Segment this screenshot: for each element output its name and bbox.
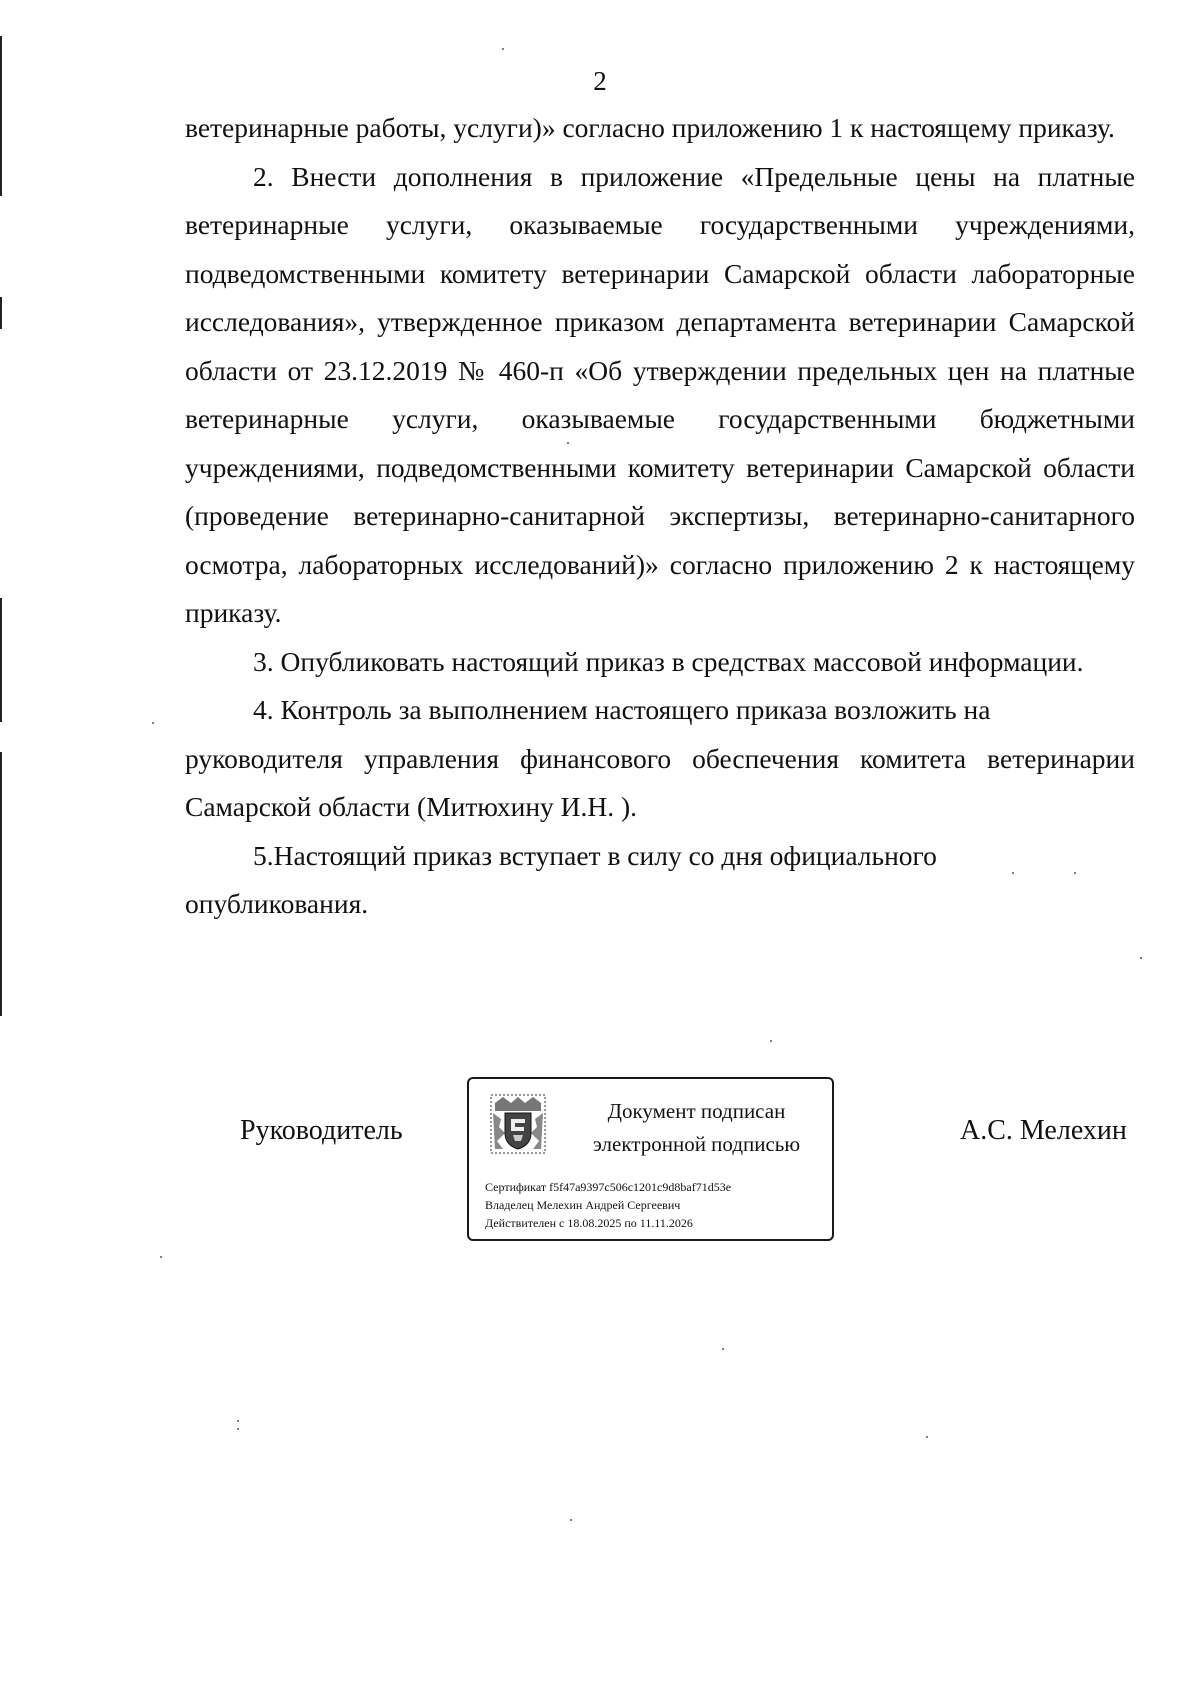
scan-speck xyxy=(1140,957,1142,959)
scan-speck xyxy=(926,1436,928,1438)
stamp-details xyxy=(485,1178,825,1232)
scan-edge-line xyxy=(0,752,2,1016)
paragraph-1-continuation: ветеринарные работы, услуги)» согласно приложению 1 к настоящему приказу. xyxy=(185,112,1115,143)
scan-speck xyxy=(502,48,504,50)
scan-speck xyxy=(770,1040,772,1042)
paragraph-4-rest: руководителя управления финансового обеспечения комитета ветеринарии Самарской области (Митюхину И.Н. ). xyxy=(185,742,1135,822)
stamp-heading-line-2: электронной подписью xyxy=(592,1132,801,1156)
paragraph-5-first-line: 5.Настоящий приказ вступает в силу со дня официального xyxy=(253,839,937,871)
signatory-title: Руководитель xyxy=(240,1115,403,1146)
stamp-heading xyxy=(569,1095,824,1161)
scan-speck xyxy=(160,1256,162,1258)
scan-speck xyxy=(570,1519,572,1521)
scan-speck xyxy=(237,1428,239,1430)
stamp-validity: Действителен с 18.08.2025 по 11.11.2026 xyxy=(485,1216,693,1230)
stamp-owner: Владелец Мелехин Андрей Сергеевич xyxy=(485,1198,681,1212)
scan-edge-line xyxy=(0,598,2,722)
page-number: 2 xyxy=(593,66,607,96)
paragraph-4-first-line: 4. Контроль за выполнением настоящего приказа возложить на xyxy=(253,694,991,725)
coat-of-arms-icon xyxy=(489,1093,547,1155)
electronic-signature-stamp xyxy=(467,1077,834,1241)
stamp-heading-line-1: Документ подписан xyxy=(607,1099,786,1123)
paragraph-3: 3. Опубликовать настоящий приказ в средствах массовой информации. xyxy=(253,645,1084,677)
scan-speck xyxy=(152,722,154,724)
paragraph-5-rest: опубликования. xyxy=(185,888,369,919)
paragraph-2: 2. Внести дополнения в приложение «Предельные цены на платные ветеринарные услуги, оказываемые государственными учреждениями, подведомственными комитету ветеринарии Самарской области лабораторные исследования», утвержденное приказом департамента ветеринарии Самарской области от 23.12.2019 № 460-п «Об утверждении предельных цен на платные ветеринарные услуги, оказываемые государственными бюджетными учреждениями, подведомственными комитету ветеринарии Самарской области (проведение ветеринарно-санитарной экспертизы, ветеринарно-санитарного осмотра, лабораторных исследований)» согласно приложению 2 к настоящему приказу. xyxy=(185,160,1135,628)
scan-speck xyxy=(722,1348,724,1350)
scan-speck xyxy=(237,1420,239,1422)
stamp-certificate: Сертификат f5f47a9397c506c1201c9d8baf71d53e xyxy=(485,1180,732,1194)
scan-edge-line xyxy=(0,36,2,196)
signatory-name: А.С. Мелехин xyxy=(960,1115,1127,1146)
document-body xyxy=(185,104,1135,929)
scan-edge-line xyxy=(0,297,2,329)
